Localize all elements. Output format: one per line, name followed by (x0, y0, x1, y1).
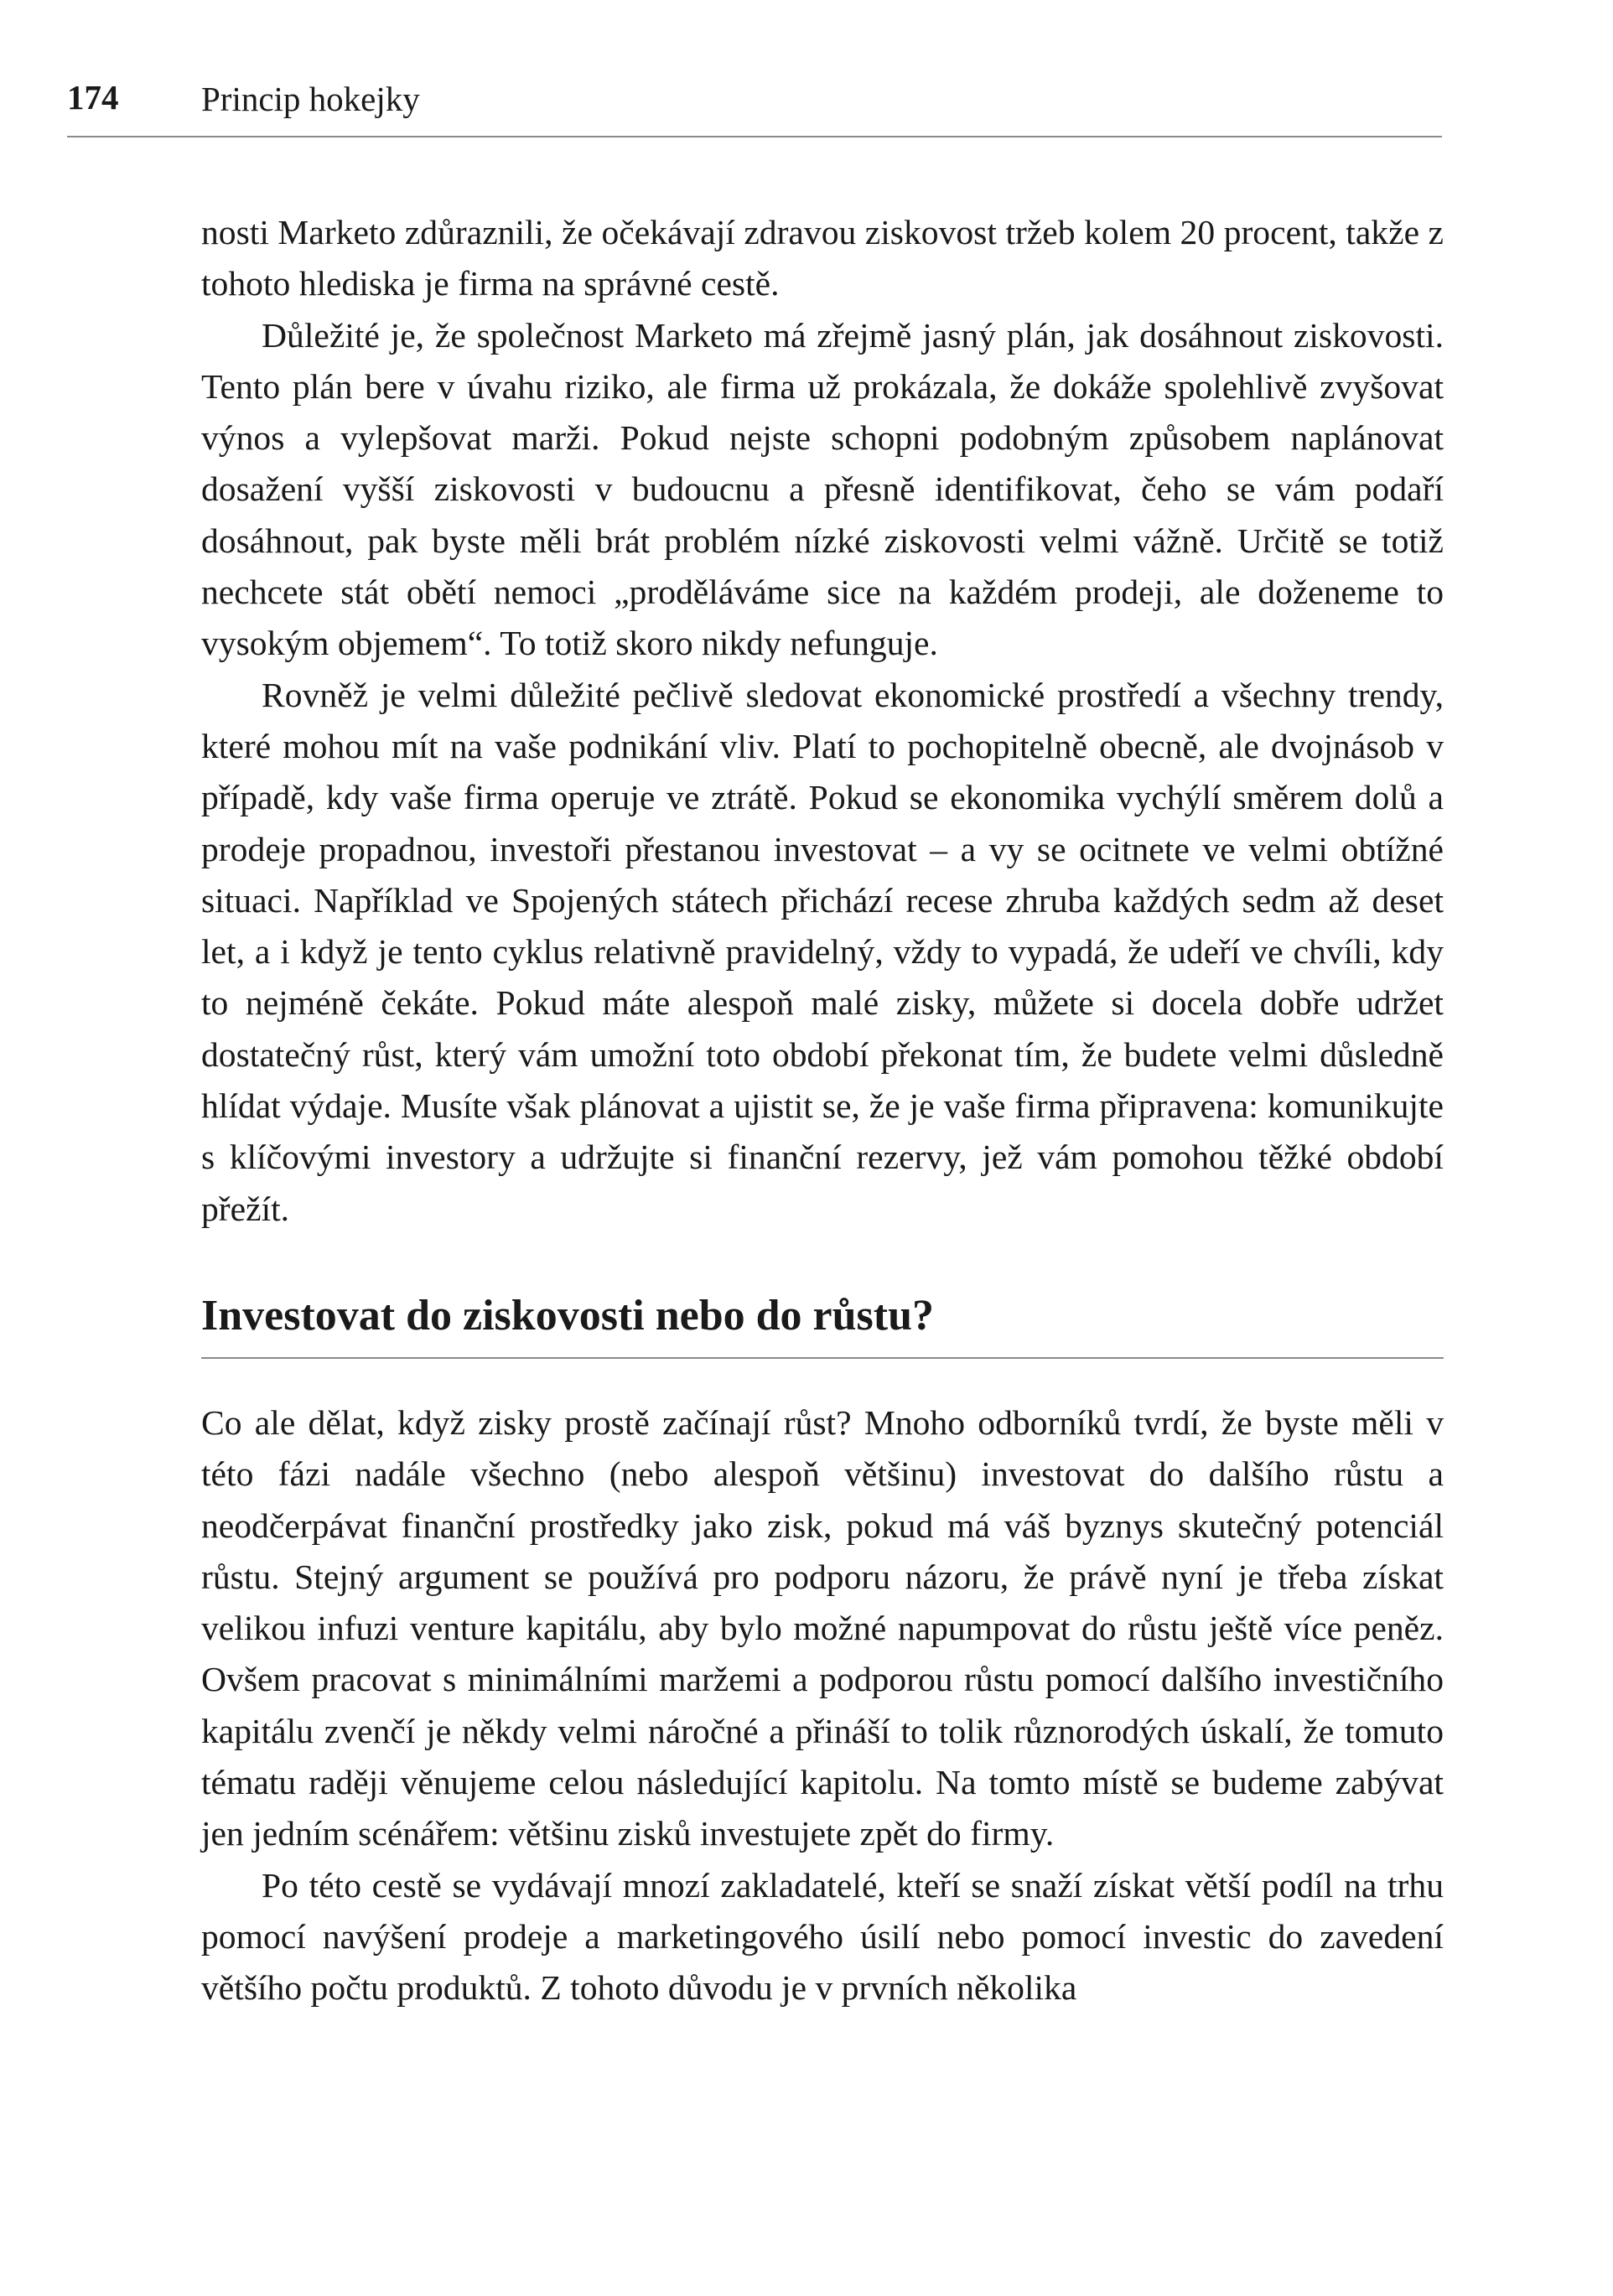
page-number: 174 (67, 78, 119, 117)
running-header (67, 74, 1442, 137)
section-heading: Investovat do ziskovosti nebo do růstu? (201, 1291, 935, 1340)
paragraph: nosti Marketo zdůraznili, že očekávají zdravou ziskovost tržeb kolem 20 procent, takže z tohoto hlediska je firma na správné cestě. (201, 213, 1444, 303)
section-heading-block (201, 1288, 1444, 1359)
body-text (201, 207, 1444, 2014)
paragraph: Rovněž je velmi důležité pečlivě sledovat ekonomické prostředí a všechny trendy, které mohou mít na vaše podnikání vliv. Platí to pochopitelně obecně, ale dvojnásob v případě, kdy vaše firma operuje ve ztrátě. Pokud se ekonomika vychýlí směrem dolů a prodeje propadnou, investoři přestanou investovat – a vy se ocitnete ve velmi obtížné situaci. Například ve Spojených státech přichází recese zhruba každých sedm až deset let, a i když je tento cyklus relativně pravidelný, vždy to vypadá, že udeří ve chvíli, kdy to nejméně čekáte. Pokud máte alespoň malé zisky, můžete si docela dobře udržet dostatečný růst, který vám umožní toto období překonat tím, že budete velmi důsledně hlídat výdaje. Musíte však plánovat a ujistit se, že je vaše firma připravena: komunikujte s klíčovými investory a udržujte si finanční rezervy, jež vám pomohou těžké období přežít. (201, 675, 1444, 1228)
running-title: Princip hokejky (201, 80, 420, 118)
paragraph: Po této cestě se vydávají mnozí zakladatelé, kteří se snaží získat větší podíl na trhu pomocí navýšení prodeje a marketingového úsilí nebo pomocí investic do zavedení většího počtu produktů. Z tohoto důvodu je v prvních několika (201, 1865, 1444, 2008)
paragraph: Důležité je, že společnost Marketo má zřejmě jasný plán, jak dosáhnout ziskovosti. Tento plán bere v úvahu riziko, ale firma už prokázala, že dokáže spolehlivě zvyšovat výnos a vylepšovat marži. Pokud nejste schopni podobným způsobem naplánovat dosažení vyšší ziskovosti v budoucnu a přesně identifikovat, čeho se vám podaří dosáhnout, pak byste měli brát problém nízké ziskovosti velmi vážně. Určitě se totiž nechcete stát obětí nemoci „proděláváme sice na každém prodeji, ale doženeme to vysokým objemem“. To totiž skoro nikdy nefunguje. (201, 315, 1444, 663)
paragraph: Co ale dělat, když zisky prostě začínají růst? Mnoho odborníků tvrdí, že byste měli v této fázi nadále všechno (nebo alespoň většinu) investovat do dalšího růstu a neodčerpávat finanční prostředky jako zisk, pokud má váš byznys skutečný potenciál růstu. Stejný argument se používá pro podporu názoru, že právě nyní je třeba získat velikou infuzi venture kapitálu, aby bylo možné napumpovat do růstu ještě více peněz. Ovšem pracovat s minimálními maržemi a podporou růstu pomocí dalšího investičního kapitálu zvenčí je někdy velmi náročné a přináší to tolik různorodých úskalí, že tomuto tématu raději věnujeme celou následující kapitolu. Na tomto místě se budeme zabývat jen jedním scénářem: většinu zisků investujete zpět do firmy. (201, 1402, 1444, 1853)
